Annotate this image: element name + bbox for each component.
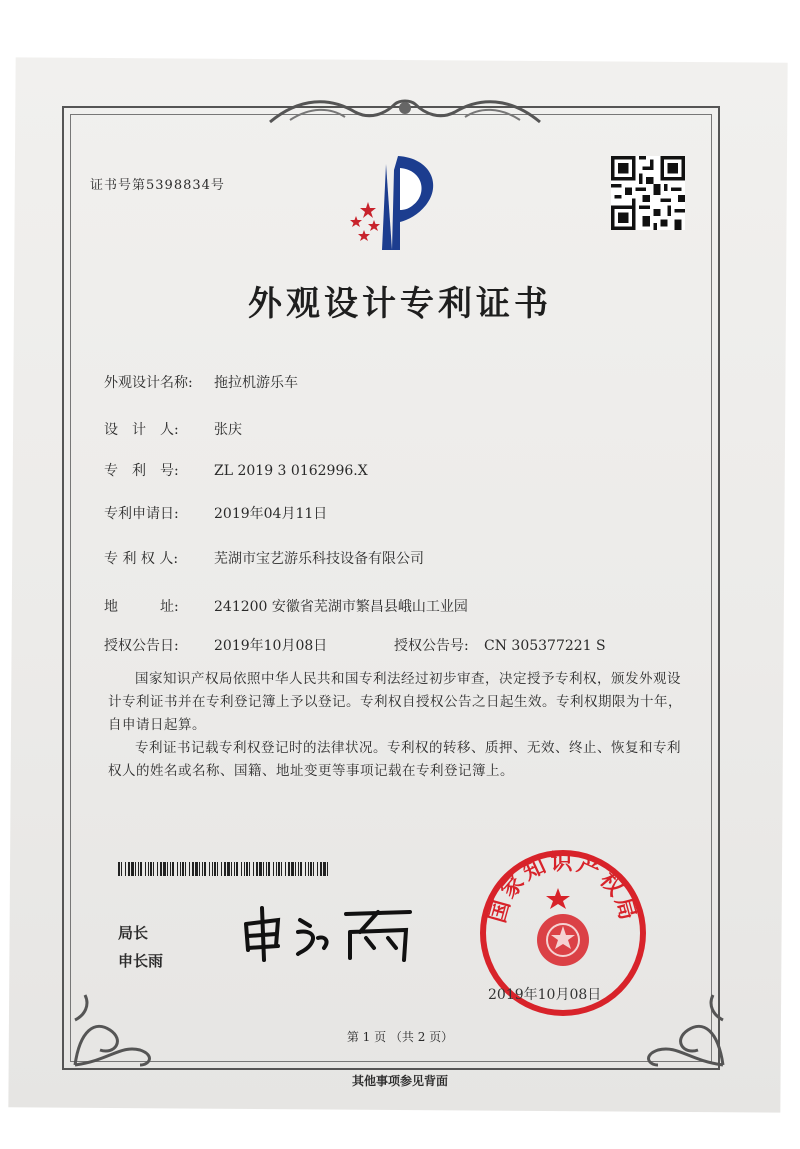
body-paragraph-2: 专利证书记载专利权登记时的法律状况。专利权的转移、质押、无效、终止、恢复和专利权人的姓名或名称、国籍、地址变更等事项记载在专利登记簿上。 (108, 740, 681, 779)
field-label: 专 利 权 人: (104, 551, 179, 567)
top-ornament (260, 92, 550, 132)
seal-date: 2019年10月08日 (488, 987, 602, 1003)
field-patentee (104, 548, 424, 568)
field-grant-date (104, 635, 327, 655)
field-value: CN 305377221 S (484, 638, 606, 654)
field-label: 专 利 号: (104, 463, 179, 479)
field-designer (104, 419, 242, 439)
qr-code-icon (611, 156, 685, 230)
field-value: 2019年04月11日 (214, 506, 328, 522)
field-design-name (104, 372, 298, 392)
field-label: 地 址: (104, 599, 179, 615)
field-value: 拖拉机游乐车 (214, 375, 298, 391)
field-label: 专利申请日: (104, 506, 179, 522)
bottom-left-ornament (70, 960, 180, 1070)
field-label: 授权公告号: (394, 638, 469, 654)
handwritten-signature (238, 902, 418, 962)
barcode (118, 862, 332, 876)
certificate-title: 外观设计专利证书 (248, 284, 552, 324)
signatory-name: 申长雨 (118, 952, 164, 970)
field-label: 授权公告日: (104, 638, 179, 654)
field-value: 张庆 (214, 422, 242, 438)
patent-office-logo (336, 150, 446, 255)
field-label: 设 计 人: (104, 422, 179, 438)
svg-text:国家知识产权局: 国家知识产权局 (485, 850, 641, 926)
field-patent-number (104, 460, 368, 480)
field-label: 外观设计名称: (104, 375, 193, 391)
footer-note: 其他事项参见背面 (351, 1074, 448, 1088)
signatory-role: 局长 (118, 924, 149, 942)
field-grant-number (394, 635, 606, 655)
field-value: 2019年10月08日 (214, 638, 328, 654)
page-number: 第 1 页 （共 2 页） (346, 1030, 454, 1044)
field-value: ZL 2019 3 0162996.X (214, 463, 368, 479)
field-value: 241200 安徽省芜湖市繁昌县峨山工业园 (214, 599, 468, 615)
field-value: 芜湖市宝艺游乐科技设备有限公司 (214, 551, 424, 567)
field-application-date (104, 503, 327, 523)
body-paragraph-1: 国家知识产权局依照中华人民共和国专利法经过初步审查，决定授予专利权，颁发外观设计专利证书并在专利登记簿上予以登记。专利权自授权公告之日起生效。专利权期限为十年，自申请日起算。 (108, 671, 682, 733)
field-address (104, 596, 468, 616)
certificate-number: 证书号第5398834号 (90, 178, 225, 193)
